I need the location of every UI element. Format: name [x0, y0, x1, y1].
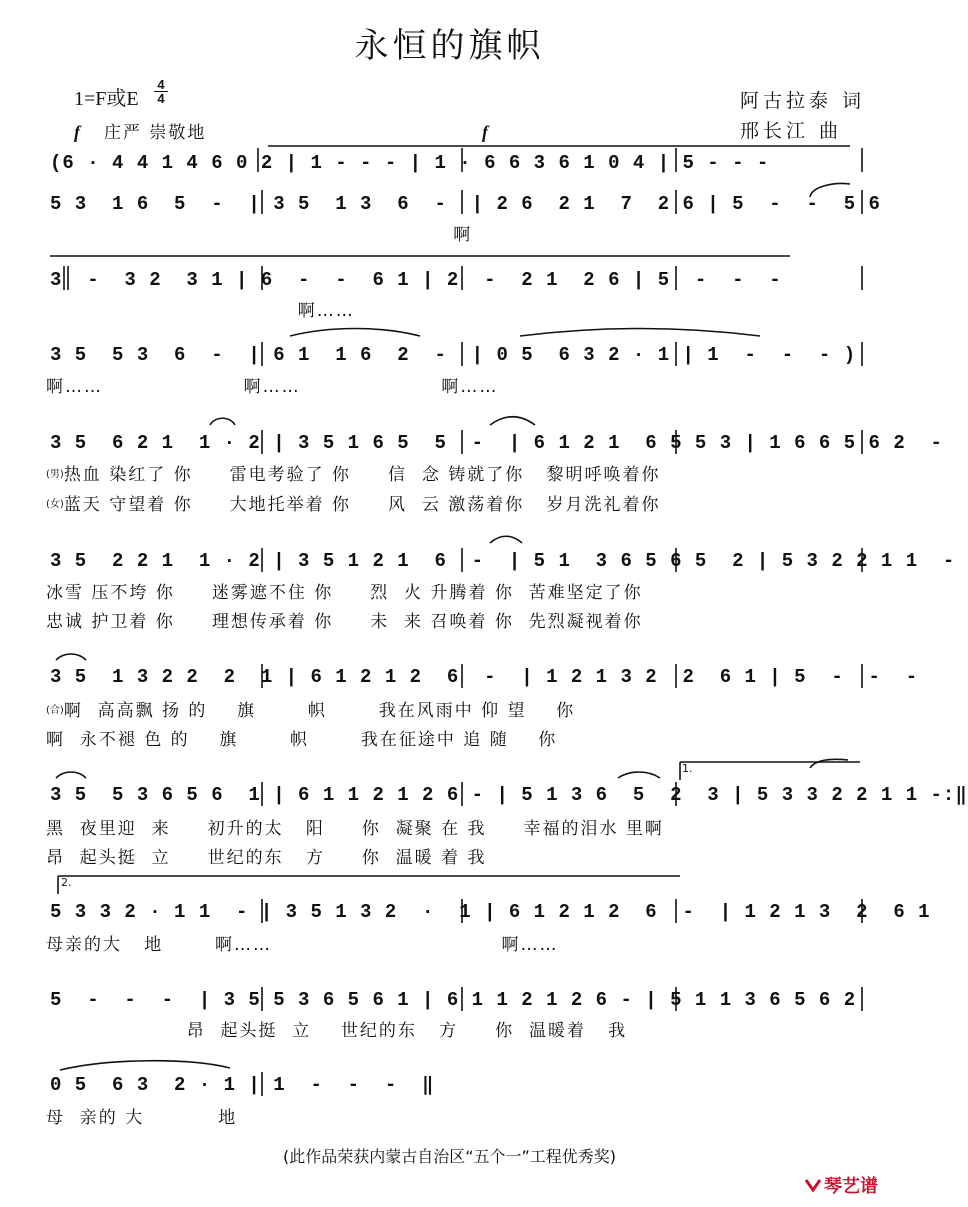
volta-label-1: 1. — [682, 762, 693, 775]
lyric-line-13 — [46, 1018, 876, 1044]
key-signature: 1=F或E — [74, 88, 139, 110]
lyric-voice-tag: (女) — [46, 499, 64, 510]
notation-line-2: 5 3 1 6 5 - | 3 5 1 3 6 - | 2 6 2 1 7 2 6 | 5 - - 5 6 — [50, 193, 881, 215]
lyric-text: 啊 高高飘 扬 的 旗 帜 我在风雨中 仰 望 你 — [63, 701, 576, 721]
watermark-icon — [804, 1176, 822, 1194]
lyric-line-3 — [46, 374, 876, 400]
lyric-line-7 — [46, 609, 876, 635]
lyric-line-8 — [46, 698, 876, 724]
lyric-text: 昂 起头挺 立 世纪的东 方 你 温暖 着 我 — [46, 848, 487, 868]
lyric-line-11 — [46, 845, 876, 871]
notation-line-6: 3 5 2 2 1 1 · 2 | 3 5 1 2 1 6 - | 5 1 3 6 5 6 5 2 | 5 3 2 2 1 1 - — [50, 550, 956, 572]
notation-line-10: 5 - - - | 3 5 5 3 6 5 6 1 | 6 1 1 2 1 2 6 - | 5 1 1 3 6 5 6 2 — [50, 989, 857, 1011]
lyric-text: 啊…… — [46, 301, 355, 321]
volta-label-2: 2. — [61, 876, 72, 889]
tie-arc-10 — [810, 759, 848, 768]
lyric-line-12 — [46, 932, 876, 958]
lyric-line-14 — [46, 1105, 876, 1131]
time-signature-top: 4 — [157, 77, 165, 92]
time-signature — [154, 78, 168, 105]
lyric-text: 啊…… 啊…… 啊…… — [46, 377, 499, 397]
notation-line-11: 0 5 6 3 2 · 1 | 1 - - - ‖ — [50, 1074, 435, 1096]
tie-arc-11 — [60, 1061, 230, 1070]
song-title: 永恒的旗帜 — [354, 26, 545, 66]
time-signature-bottom: 4 — [154, 91, 168, 105]
watermark-logo — [804, 1172, 878, 1198]
lyric-text: 昂 起头挺 立 世纪的东 方 你 温暖着 我 — [46, 1021, 628, 1041]
lyric-text: 母亲的大 地 啊…… 啊…… — [46, 935, 559, 955]
watermark-text: 琴艺谱 — [824, 1176, 878, 1197]
tie-arc-8 — [56, 772, 86, 778]
dynamic-forte: f — [74, 122, 80, 142]
lyric-text: 母 亲的 大 地 — [46, 1108, 238, 1128]
lyric-voice-tag: (男) — [46, 469, 64, 480]
lyric-text: 冰雪 压不垮 你 迷雾遮不住 你 烈 火 升腾着 你 苦难坚定了你 — [46, 583, 643, 603]
tempo-marking: 庄严 崇敬地 — [104, 123, 207, 143]
composer-credit: 邢长江 曲 — [740, 120, 843, 142]
notation-line-3: 3 - 3 2 3 1 | 6 - - 6 1 | 2 - 2 1 2 6 | 5 - - - — [50, 269, 782, 291]
lyric-text: 黑 夜里迎 来 初升的太 阳 你 凝聚 在 我 幸福的泪水 里啊 — [46, 819, 664, 839]
tie-arc-6 — [490, 536, 522, 543]
lyric-line-1 — [46, 222, 876, 248]
tie-arc-7 — [56, 654, 86, 660]
notation-line-1: (6 · 4 4 1 4 6 0 2 | 1 - - - | 1 · 6 6 3 6 1 0 4 | 5 - - - — [50, 152, 770, 174]
lyric-line-2 — [46, 298, 876, 324]
lyric-line-10 — [46, 816, 876, 842]
tie-arc-3 — [520, 329, 760, 337]
lyric-text: 忠诚 护卫着 你 理想传承着 你 未 来 召唤着 你 先烈凝视着你 — [46, 612, 643, 632]
lyric-line-5 — [46, 492, 876, 518]
notation-line-9: 5 3 3 2 · 1 1 - | 3 5 1 3 2 · 1 | 6 1 2 1 2 6 - | 1 2 1 3 2 6 1 — [50, 901, 931, 923]
tie-arc-4 — [210, 418, 235, 425]
lyric-line-4 — [46, 462, 876, 488]
notation-line-8: 3 5 5 3 6 5 6 1 | 6 1 1 2 1 2 6 - | 5 1 3 6 5 2 3 | 5 3 3 2 2 1 1 -:‖ — [50, 784, 968, 806]
lyric-text: 蓝天 守望着 你 大地托举着 你 风 云 激荡着你 岁月洗礼着你 — [63, 495, 661, 515]
lyric-text: 啊 永不褪 色 的 旗 帜 我在征途中 追 随 你 — [46, 730, 558, 750]
notation-line-5: 3 5 6 2 1 1 · 2 | 3 5 1 6 5 5 - | 6 1 2 1 6 5 5 3 | 1 6 6 5 6 2 - — [50, 432, 943, 454]
lyric-voice-tag: (合) — [46, 705, 64, 716]
tie-arc-9 — [618, 772, 660, 778]
tie-arc-2 — [290, 329, 420, 337]
lyric-text: 啊 — [46, 225, 473, 245]
dynamic-forte-2: f — [482, 122, 488, 142]
notation-line-4: 3 5 5 3 6 - | 6 1 1 6 2 - | 0 5 6 3 2 · 1 | 1 - - - ) — [50, 344, 857, 366]
lyric-line-6 — [46, 580, 876, 606]
award-footnote: (此作品荣获内蒙古自治区“五个一”工程优秀奖) — [282, 1147, 617, 1166]
lyricist-credit: 阿古拉泰 词 — [740, 90, 866, 112]
tie-arc-5 — [490, 417, 535, 425]
lyric-text: 热血 染红了 你 雷电考验了 你 信 念 铸就了你 黎明呼唤着你 — [63, 465, 661, 485]
notation-line-7: 3 5 1 3 2 2 2 1 | 6 1 2 1 2 6 - | 1 2 1 3 2 2 6 1 | 5 - - - — [50, 666, 919, 688]
lyric-line-9 — [46, 727, 876, 753]
